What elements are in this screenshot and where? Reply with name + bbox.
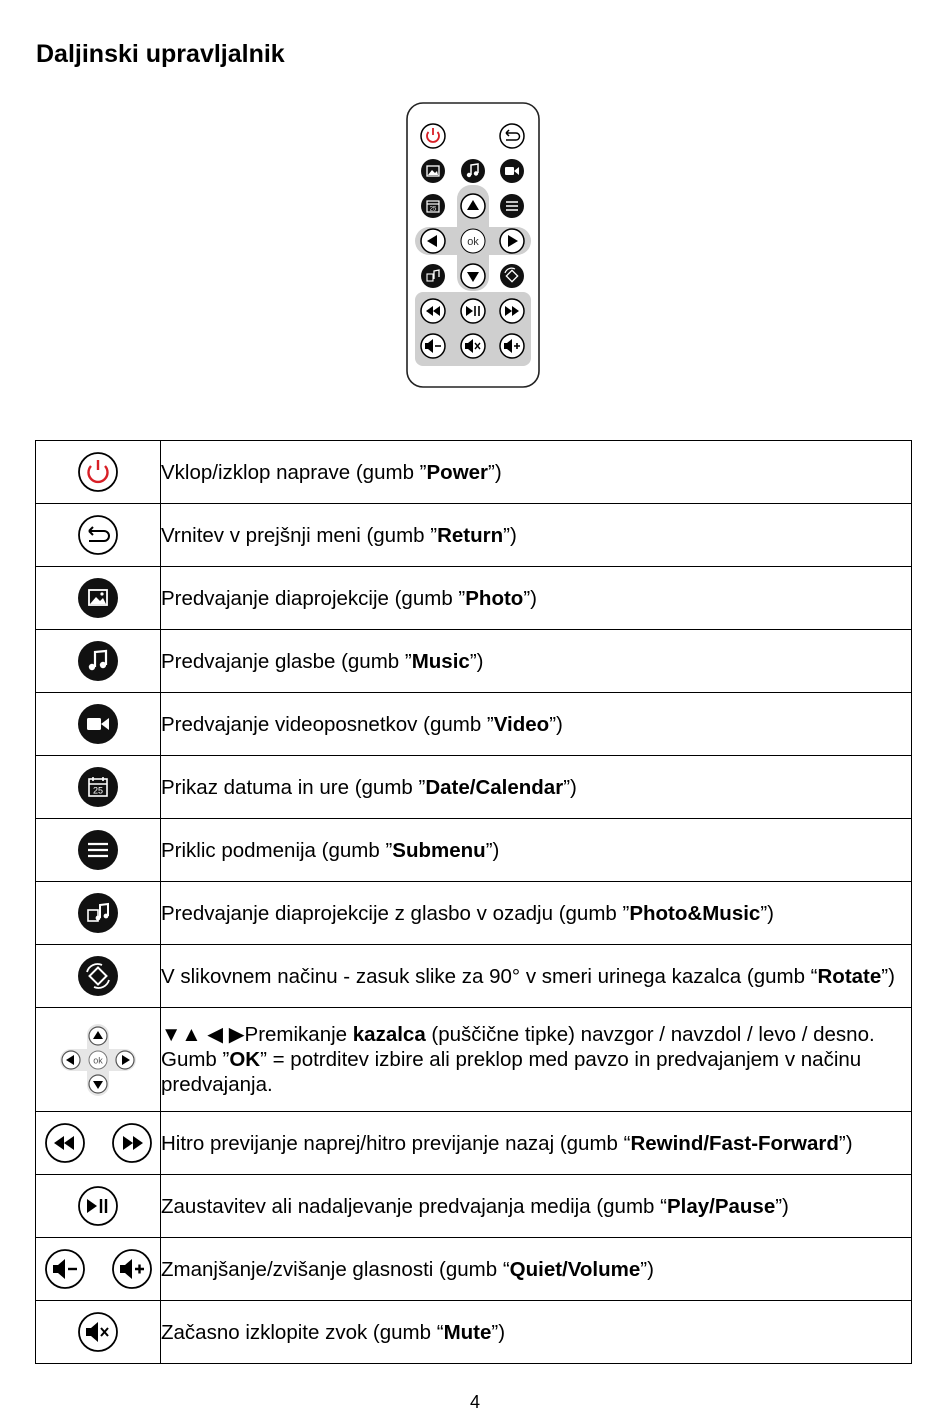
volume-down-icon [44, 1248, 86, 1290]
volume-down-up-icon [36, 1248, 160, 1290]
remote-fast-forward-icon [500, 299, 524, 323]
table-row [36, 693, 912, 756]
row-description: Začasno izklopite zvok (gumb “Mute”) [161, 1301, 912, 1364]
row-description: V slikovnem načinu - zasuk slike za 90° v smeri urinega kazalca (gumb “Rotate”) [161, 945, 912, 1008]
table-row [36, 819, 912, 882]
nav-ok-label: ok [93, 1055, 103, 1065]
row-description: Predvajanje diaprojekcije (gumb ”Photo”) [161, 567, 912, 630]
submenu-icon [77, 829, 119, 871]
remote-calendar-day: 25 [429, 206, 437, 213]
button-description-table [35, 440, 912, 1364]
remote-power-icon [421, 124, 445, 148]
remote-calendar-icon [421, 194, 445, 218]
calendar-day: 25 [92, 785, 104, 796]
row-description: Zaustavitev ali nadaljevanje predvajanja medija (gumb “Play/Pause”) [161, 1175, 912, 1238]
table-row [36, 1008, 912, 1112]
rewind-icon [44, 1122, 86, 1164]
remote-rewind-icon [421, 299, 445, 323]
page-number: 4 [469, 1392, 480, 1412]
row-description: Predvajanje videoposnetkov (gumb ”Video”) [161, 693, 912, 756]
remote-down-icon [461, 264, 485, 288]
remote-volume-up-icon [500, 334, 524, 358]
table-row [36, 1301, 912, 1364]
row-description: Prikaz datuma in ure (gumb ”Date/Calendar”) [161, 756, 912, 819]
calendar-icon [77, 766, 119, 808]
row-description: Vrnitev v prejšnji meni (gumb ”Return”) [161, 504, 912, 567]
remote-rotate-icon [500, 264, 524, 288]
table-row [36, 441, 912, 504]
photo-music-icon [77, 892, 119, 934]
play-pause-icon [77, 1185, 119, 1227]
remote-play-pause-icon [461, 299, 485, 323]
remote-control-illustration [405, 101, 541, 389]
remote-left-icon [421, 229, 445, 253]
page-title: Daljinski upravljalnik [36, 40, 285, 68]
video-icon [77, 703, 119, 745]
remote-photo-music-icon [421, 264, 445, 288]
rotate-icon [77, 955, 119, 997]
remote-ok-icon [461, 229, 485, 253]
power-icon [77, 451, 119, 493]
return-icon [77, 514, 119, 556]
volume-up-icon [111, 1248, 153, 1290]
remote-volume-down-icon [421, 334, 445, 358]
photo-icon [77, 577, 119, 619]
table-row [36, 567, 912, 630]
table-row [36, 756, 912, 819]
row-description: Vklop/izklop naprave (gumb ”Power”) [161, 441, 912, 504]
table-row [36, 1175, 912, 1238]
rewind-fastforward-icon [36, 1122, 160, 1164]
table-row [36, 882, 912, 945]
mute-icon [77, 1311, 119, 1353]
table-row [36, 504, 912, 567]
table-row [36, 945, 912, 1008]
remote-up-icon [461, 194, 485, 218]
row-description: Zmanjšanje/zvišanje glasnosti (gumb “Quiet/Volume”) [161, 1238, 912, 1301]
row-description: Predvajanje glasbe (gumb ”Music”) [161, 630, 912, 693]
row-description: Priklic podmenija (gumb ”Submenu”) [161, 819, 912, 882]
remote-return-icon [500, 124, 524, 148]
fast-forward-icon [111, 1122, 153, 1164]
table-row [36, 1238, 912, 1301]
music-icon [77, 640, 119, 682]
row-description: Predvajanje diaprojekcije z glasbo v ozadju (gumb ”Photo&Music”) [161, 882, 912, 945]
table-row [36, 630, 912, 693]
remote-mute-icon [461, 334, 485, 358]
row-description: ▼▲ ◀ ▶Premikanje kazalca (puščične tipke) navzgor / navzdol / levo / desno. Gumb ”OK” = potrditev izbire ali preklop med pavzo in predvajanjem v načinu predvajanja. [161, 1008, 912, 1112]
remote-music-icon [461, 159, 485, 183]
remote-submenu-icon [500, 194, 524, 218]
table-row [36, 1112, 912, 1175]
remote-video-icon [500, 159, 524, 183]
row-description: Hitro previjanje naprej/hitro previjanje nazaj (gumb “Rewind/Fast-Forward”) [161, 1112, 912, 1175]
remote-right-icon [500, 229, 524, 253]
remote-ok-label: ok [467, 236, 479, 248]
remote-photo-icon [421, 159, 445, 183]
navigation-pad-icon [56, 1018, 140, 1102]
